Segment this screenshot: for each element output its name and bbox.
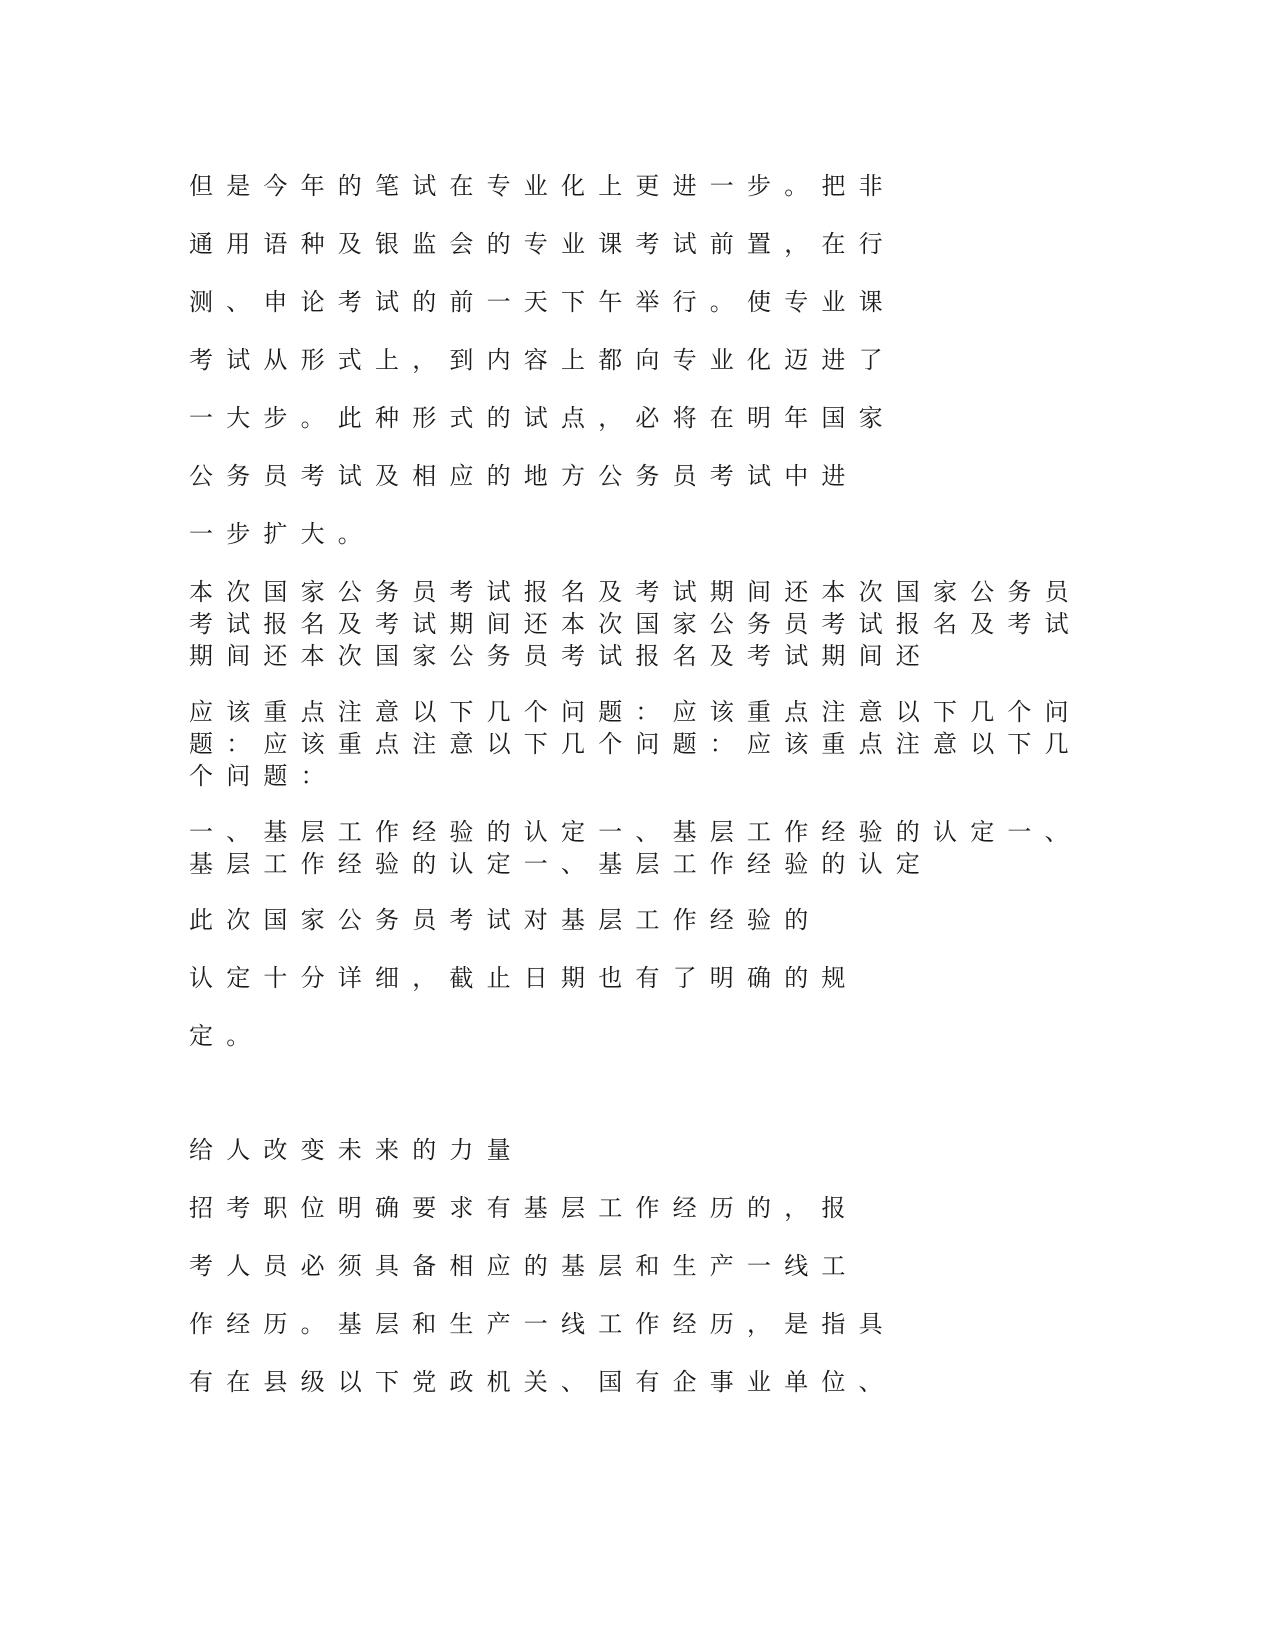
text-line: 考试从形式上，到内容上都向专业化迈进了 bbox=[189, 346, 896, 374]
text-line: 通用语种及银监会的专业课考试前置，在行 bbox=[189, 230, 896, 258]
text-line: 一步扩大。 bbox=[189, 520, 375, 548]
text-line: 有在县级以下党政机关、国有企事业单位、 bbox=[189, 1368, 896, 1396]
slogan: 给人改变未来的力量 bbox=[189, 1136, 524, 1164]
text-line: 招考职位明确要求有基层工作经历的，报 bbox=[189, 1194, 859, 1222]
text-line: 认定十分详细，截止日期也有了明确的规 bbox=[189, 964, 859, 992]
paragraph-exam-period: 本次国家公务员考试报名及考试期间还本次国家公务员考试报名及考试期间还本次国家公务员考试报名及考试期间还本次国家公务员考试报名及考试期间还 bbox=[189, 578, 1082, 670]
paragraph-section-heading: 一、基层工作经验的认定一、基层工作经验的认定一、基层工作经验的认定一、基层工作经验的认定 bbox=[189, 818, 1082, 878]
text-line: 考人员必须具备相应的基层和生产一线工 bbox=[189, 1252, 859, 1280]
paragraph-issues: 应该重点注意以下几个问题：应该重点注意以下几个问题：应该重点注意以下几个问题：应该重点注意以下几个问题： bbox=[189, 698, 1082, 790]
text-line: 此次国家公务员考试对基层工作经验的 bbox=[189, 906, 822, 934]
text-line: 一大步。此种形式的试点，必将在明年国家 bbox=[189, 404, 896, 432]
text-line: 定。 bbox=[189, 1022, 264, 1050]
text-line: 但是今年的笔试在专业化上更进一步。把非 bbox=[189, 172, 896, 200]
text-line: 公务员考试及相应的地方公务员考试中进 bbox=[189, 462, 859, 490]
text-line: 测、申论考试的前一天下午举行。使专业课 bbox=[189, 288, 896, 316]
text-line: 作经历。基层和生产一线工作经历，是指具 bbox=[189, 1310, 896, 1338]
